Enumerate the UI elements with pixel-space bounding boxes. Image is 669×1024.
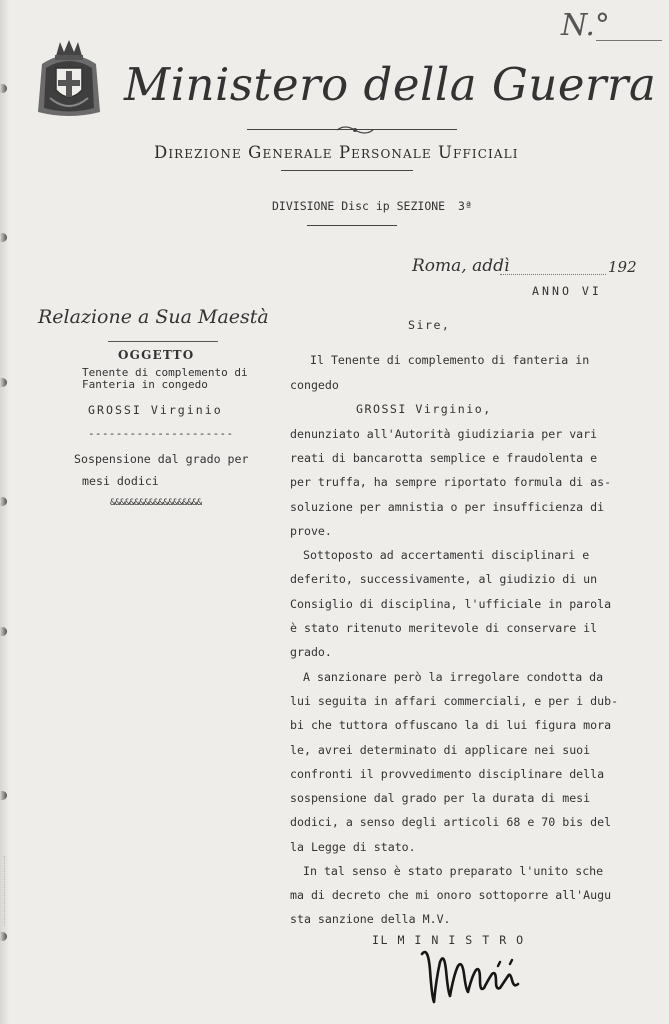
body-line: sospensione dal grado per la durata di mesi [290,791,591,805]
direzione-rule [281,170,413,171]
oggetto-line: Tenente di complemento di [82,366,248,379]
left-dashes: --------------------- [88,427,234,440]
body-line: confronti il provvedimento disciplinare della [290,767,605,781]
margin-printer-mark [4,856,8,926]
body-line: denunziato all'Autorità giudiziaria per vari [290,427,598,441]
body-line: per truffa, ha sempre riportato formula di as- [290,475,612,489]
body-line: dodici, a senso degli articoli 68 e 70 bis del [290,815,612,829]
sezione-number: 3ª [458,199,472,213]
coat-of-arms-icon [36,38,102,120]
body-line: deferito, successivamente, al giudizio di un [290,572,598,586]
ministry-title: Ministero della Guerra [124,58,657,111]
number-line [596,40,662,41]
oggetto-label: OGGETTO [118,348,195,362]
closing-il-ministro: IL M I N I S T R O [372,933,525,947]
body-line: la Legge di stato. [290,840,416,854]
body-line: Il Tenente di complemento di fanteria in [310,353,590,367]
body-line: GROSSI Virginio, [356,402,492,416]
date-dotted-line [500,274,606,275]
sospensione-line: Sospensione dal grado per [74,452,249,466]
relazione-rule [108,341,218,342]
body-line: congedo [290,378,339,392]
direzione-heading: Direzione Generale Personale Ufficiali [154,143,519,162]
body-line: lui seguita in affari commerciali, e per i dub- [290,694,619,708]
left-name: GROSSI Virginio [88,403,223,417]
body-line: prove. [290,524,332,538]
date-place: Roma, addì [412,256,510,276]
body-line: è stato ritenuto meritevole di conservare il [290,621,598,635]
salutation: Sire, [408,318,451,332]
body-line: bi che tuttora offuscano la di lui figura mora [290,718,612,732]
sospensione-line: mesi dodici [82,474,159,488]
body-line: A sanzionare però la irregolare condotta da [303,670,604,684]
body-line: In tal senso è stato preparato l'unito sche [303,864,604,878]
signature [414,940,534,1010]
oggetto-line: Fanteria in congedo [82,378,208,391]
ornament-icon [335,124,375,136]
body-line: reati di bancarotta semplice e fraudolenta e [290,451,598,465]
divisione-rule [307,225,397,226]
body-line: sta sanzione della M.V. [290,912,451,926]
date-year: 192 [608,258,637,276]
body-line: Consiglio di disciplina, l'ufficiale in parola [290,597,612,611]
body-line: le, avrei determinato di applicare nei suoi [290,743,591,757]
divisione-line [272,199,472,213]
divisione-label: DIVISIONE Disc ip SEZIONE [272,199,446,213]
number-mark: N.° [561,8,610,43]
relazione-heading: Relazione a Sua Maestà [38,306,269,328]
body-line: ma di decreto che mi onoro sottoporre all'Augu [290,888,612,902]
body-line: Sottoposto ad accertamenti disciplinari e [303,548,590,562]
anno: ANNO VI [532,284,602,298]
body-line: grado. [290,645,332,659]
ampersand-rule: &&&&&&&&&&&&&&&&&&& [110,498,202,508]
body-line: soluzione per amnistia o per insufficienza di [290,500,605,514]
